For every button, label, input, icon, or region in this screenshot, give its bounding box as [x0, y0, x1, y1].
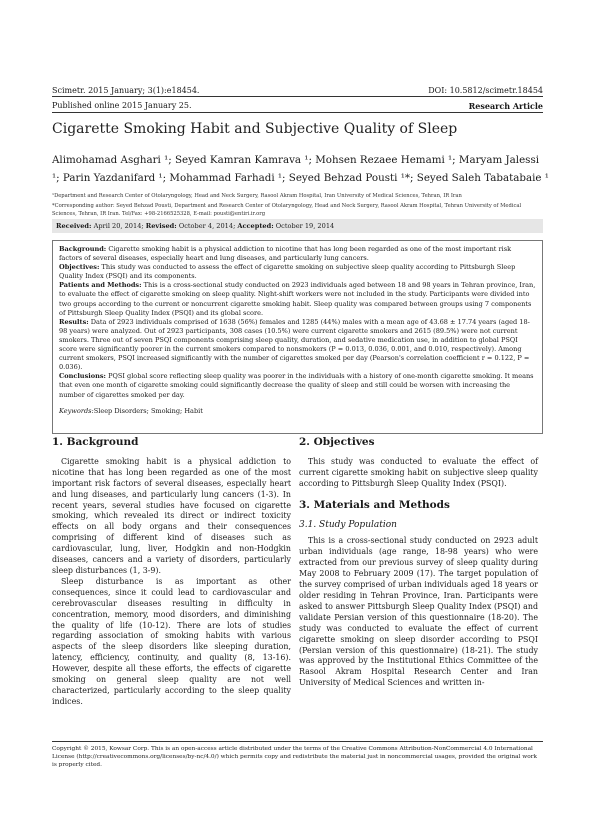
section-heading-background: 1. Background — [52, 436, 139, 448]
journal-header — [52, 86, 543, 95]
authors-line-1: Alimohamad Asghari ¹; Seyed Kamran Kamrava ¹; Mohsen Rezaee Hemami ¹; Maryam Jalessi — [52, 154, 540, 166]
publication-line — [52, 101, 543, 111]
revised-date: October 4, 2014; — [178, 222, 236, 230]
accepted-date: October 19, 2014 — [275, 222, 335, 230]
keywords: Keywords:Sleep Disorders; Smoking; Habit — [59, 406, 203, 415]
section-heading-methods: 3. Materials and Methods — [299, 498, 450, 511]
abstract-methods: Patients and Methods: This is a cross-sectional study conducted on 2923 individuals aged between 18 and 98 years in Tehran province, Iran, to evaluate the effect of cigarette smoking on sleep quality. Night-shift workers were not included in the study. Participants were divided into two groups according to the current or noncurrent cigarette smoking habit. Sleep quality was compared between groups using 7 components of Pittsburgh Sleep Quality Index (PSQI) and its global score. — [59, 281, 536, 317]
left-column — [52, 433, 291, 708]
authors-line-2: ¹; Parin Yazdanifard ¹; Mohammad Farhadi ¹; Seyed Behzad Pousti ¹*; Seyed Saleh Tabatabaie ¹ — [52, 172, 549, 184]
author-list — [52, 151, 552, 187]
right-column — [299, 433, 538, 689]
received-date: April 20, 2014; — [93, 222, 144, 230]
published-date: Published online 2015 January 25. — [52, 101, 192, 110]
abstract-background: Background: Cigarette smoking habit is a physical addiction to nicotine that has long been regarded as one of the most important risk factors of several diseases, especially heart and lung diseases, and particularly lung cancers. — [59, 245, 512, 263]
section-heading-objectives: 2. Objectives — [299, 436, 375, 448]
abstract-box — [52, 240, 543, 434]
objectives-paragraph: This study was conducted to evaluate the effect of current cigarette smoking habit on subjective sleep quality according to Pittsburgh Sleep Quality Index (PSQI). — [299, 456, 538, 488]
background-paragraph-2: Sleep disturbance is as important as other consequences, since it could lead to cardiovascular and cerebrovascular diseases resulting in difficulty in concentration, memory, mood disorders, and diminishing the quality of life (10-12). There are lots of studies regarding association of smoking habits with various aspects of the sleep disorders like sleeping duration, latency, efficiency, continuity, and quality (8, 13-16). However, despite all these efforts, the effects of cigarette smoking on general sleep quality are not well characterized, particularly according to the sleep quality indices. — [52, 576, 291, 706]
doi[interactable]: DOI: 10.5812/scimetr.18454 — [428, 86, 543, 95]
abstract-conclusions: Conclusions: PQSI global score reflecting sleep quality was poorer in the individuals with a history of one-month cigarette smoking. It means that even one month of cigarette smoking could significantly decrease the quality of sleep and still could be worsen with increasing the number of cigarettes smoked per day. — [59, 372, 534, 399]
background-paragraph-1: Cigarette smoking habit is a physical addiction to nicotine that has long been regarded as one of the most important risk factors of several diseases, especially heart and lung diseases, and particularly lung cancers (1-3). In recent years, several studies have focused on cigarette smoking, which revealed its direct or indirect toxicity effects on all body organs and their consequences comprising of different kind of diseases such as cardiovascular, lung, liver, Hodgkin and non-Hodgkin diseases, cancers and a variety of disorders, particularly sleep disturbances (1, 3-9). — [52, 456, 291, 575]
article-dates — [52, 219, 543, 233]
article-type: Research Article — [468, 101, 543, 111]
subsection-heading-population: 3.1. Study Population — [299, 519, 397, 530]
header-rule — [52, 96, 543, 97]
affiliation: ¹Department and Research Center of Otolaryngology, Head and Neck Surgery, Rasool Akram Hospital, Iran University of Medical Sciences, Tehran, IR Iran — [52, 193, 462, 199]
accepted-label: Accepted: — [237, 222, 274, 230]
revised-label: Revised: — [145, 222, 177, 230]
population-paragraph: This is a cross-sectional study conducted on 2923 adult urban individuals (age range, 18-98 years) who were extracted from our previous survey of sleep quality during May 2008 to February 2009 (17). The target population of the survey comprised of urban individuals aged 18 years or older residing in Tehran Province, Iran. Participants were asked to answer Pittsburgh Sleep Quality Index (PSQI) and validate Persian version of this questionnaire (18-20). The study was conducted to evaluate the effect of current cigarette smoking on sleep disorder according to PSQI (Persian version of this questionnaire) (18-21). The study was approved by the Institutional Ethics Committee of the Rasool Akram Hospital Research Center and Iran University of Medical Sciences and written in- — [299, 536, 538, 688]
corresponding-author: *Corresponding author: Seyed Behzad Pousti, Department and Research Center of Otolaryngology, Head and Neck Surgery, Rasool Akram Hospital, Tehran University of Medical Sciences, Tehran, IR Iran. Tel/Fax: +98-2166525328, E-mail: pousti@entiri.ir.org — [52, 203, 522, 217]
article-title: Cigarette Smoking Habit and Subjective Quality of Sleep — [52, 121, 458, 137]
citation: Scimetr. 2015 January; 3(1):e18454. — [52, 86, 200, 95]
abstract-results: Results: Data of 2923 individuals comprised of 1638 (56%) females and 1285 (44%) males with a mean age of 43.68 ± 17.74 years (aged 18-98 years) were analyzed. Out of 2923 participants, 308 cases (10.5%) were current cigarette smokers and 2615 (89.5%) were not current smokers. Three out of seven PSQI components comprising sleep quality, duration, and sedative medication use, in addition to global PSQI score were significantly poorer in the current smokers compared to nonsmokers (P = 0.013, 0.036, 0.001, and 0.010, respectively). Among current smokers, PSQI increased significantly with the number of cigarettes smoked per day (Pearson's correlation coefficient r = 0.122, P = 0.036). — [59, 317, 530, 372]
abstract-objectives: Objectives: This study was conducted to assess the effect of cigarette smoking on subjective sleep quality according to Pittsburgh Sleep Quality Index (PSQI) and its components. — [59, 263, 516, 281]
header-rule-2 — [52, 112, 543, 113]
copyright-footer: Copyright © 2015, Kowsar Corp. This is an open-access article distributed under the terms of the Creative Commons Attribution-NonCommercial 4.0 International License (http://creativecommons.org/licenses/by-nc/4.0/) which permits copy and redistribute the material just in noncommercial usages, provided the original work is properly cited. — [52, 741, 543, 769]
received-label: Received: — [56, 222, 92, 230]
